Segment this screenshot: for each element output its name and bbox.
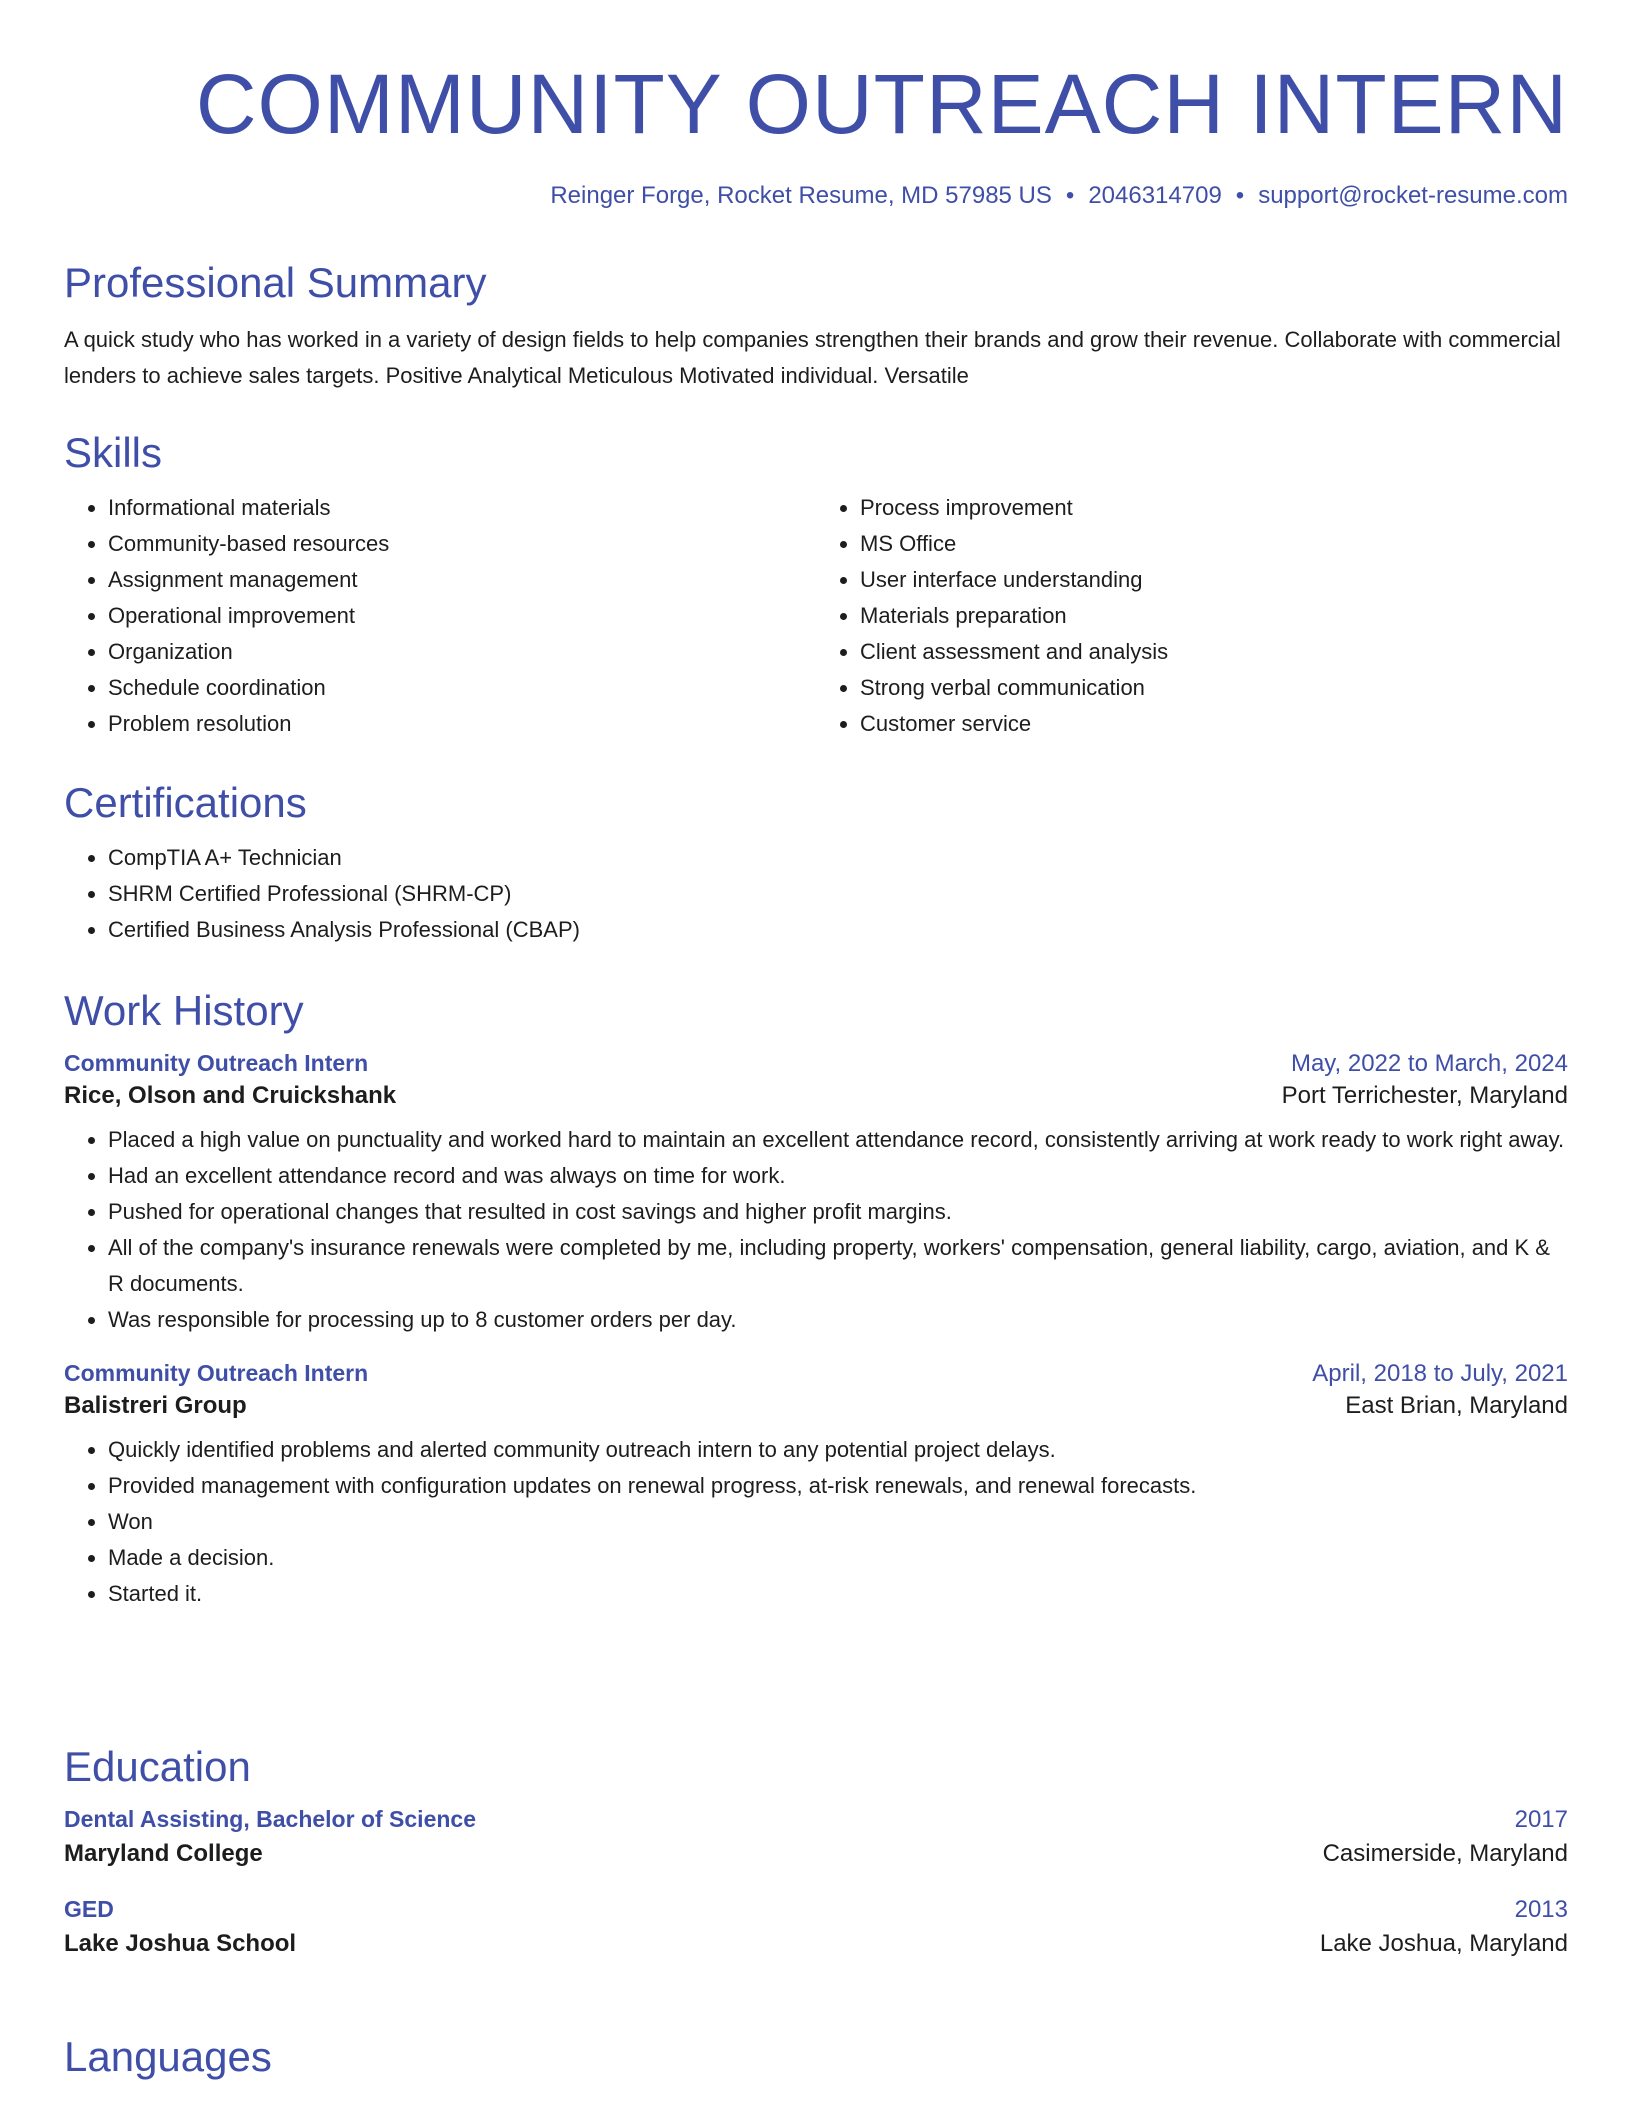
candidate-name: COMMUNITY OUTREACH INTERN [195,57,1568,151]
certifications-heading: Certifications [64,779,307,826]
education-location: Casimerside, Maryland [1322,1840,1568,1867]
job-entry [64,1360,1568,1612]
education-section [64,1742,1568,1958]
education-degree: GED [64,1896,114,1922]
job-bullet: • Quickly identified problems and alerted community outreach intern to any potential project delays. [108,1432,1568,1468]
job-company-row [64,1082,1568,1110]
skills-list-right [816,490,1568,742]
skill-item: • Operational improvement [108,598,816,634]
education-school: Lake Joshua School [64,1930,297,1957]
languages-section [64,2032,1568,2082]
certification-item: • SHRM Certified Professional (SHRM-CP) [108,876,1568,912]
contact-email: support@rocket-resume.com [1258,182,1568,209]
skill-item: • Schedule coordination [108,670,816,706]
skill-item: • Assignment management [108,562,816,598]
certification-item: • Certified Business Analysis Professional (CBAP) [108,912,1568,948]
summary-heading: Professional Summary [64,259,487,306]
certifications-section [64,778,1568,948]
education-school-row [64,1930,1568,1958]
education-degree-row [64,1896,1568,1924]
certifications-list [64,840,1568,948]
job-bullet: • Had an excellent attendance record and was always on time for work. [108,1158,1568,1194]
job-location: East Brian, Maryland [1345,1392,1568,1419]
job-bullet: • Placed a high value on punctuality and worked hard to maintain an excellent attendance record, consistently arriving at work ready to work right away. [108,1122,1568,1158]
skill-item: • Community-based resources [108,526,816,562]
education-school: Maryland College [64,1840,263,1867]
job-bullet: • Provided management with configuration updates on renewal progress, at-risk renewals, and renewal forecasts. [108,1468,1568,1504]
job-entry [64,1050,1568,1338]
education-degree-row [64,1806,1568,1834]
skill-item: • Process improvement [860,490,1568,526]
skill-item: • Informational materials [108,490,816,526]
education-degree: Dental Assisting, Bachelor of Science [64,1806,476,1832]
contact-line [550,182,1568,210]
skill-item: • Organization [108,634,816,670]
skill-item: • Customer service [860,706,1568,742]
education-year: 2013 [1514,1896,1568,1923]
job-title-row [64,1050,1568,1078]
skills-list-left [64,490,816,742]
contact-address: Reinger Forge, Rocket Resume, MD 57985 US [550,182,1052,209]
summary-text: A quick study who has worked in a variety of design fields to help companies strengthen their brands and grow their revenue. Collaborate with commercial lenders to achieve sales targets. Positive Analytical Meticulous Motivated individual. Versatile [64,327,1561,388]
job-bullet: • Was responsible for processing up to 8 customer orders per day. [108,1302,1568,1338]
job-bullet: • Started it. [108,1576,1568,1612]
skills-heading: Skills [64,429,163,476]
skill-item: • Materials preparation [860,598,1568,634]
certification-item: • CompTIA A+ Technician [108,840,1568,876]
job-bullets [64,1432,1568,1612]
languages-heading: Languages [64,2033,272,2080]
education-entry [64,1806,1568,1868]
job-dates: April, 2018 to July, 2021 [1312,1360,1568,1387]
job-company: Balistreri Group [64,1392,247,1419]
contact-separator: • [1065,182,1075,209]
job-bullet: • Won [108,1504,1568,1540]
job-location: Port Terrichester, Maryland [1281,1082,1568,1109]
summary-section [64,258,1568,394]
contact-separator: • [1235,182,1245,209]
job-bullets [64,1122,1568,1338]
job-company: Rice, Olson and Cruickshank [64,1082,397,1109]
contact-phone: 2046314709 [1088,182,1222,209]
skills-columns [64,490,1568,742]
skill-item: • User interface understanding [860,562,1568,598]
skill-item: • Strong verbal communication [860,670,1568,706]
job-title-row [64,1360,1568,1388]
education-year: 2017 [1514,1806,1568,1833]
education-school-row [64,1840,1568,1868]
job-bullet: • Pushed for operational changes that resulted in cost savings and higher profit margins. [108,1194,1568,1230]
skill-item: • MS Office [860,526,1568,562]
job-bullet: • All of the company's insurance renewals were completed by me, including property, workers' compensation, general liability, cargo, aviation, and K & R documents. [108,1230,1568,1302]
job-title: Community Outreach Intern [64,1360,369,1386]
skills-section [64,428,1568,742]
work-history-heading: Work History [64,987,304,1034]
job-title: Community Outreach Intern [64,1050,369,1076]
job-dates: May, 2022 to March, 2024 [1290,1050,1568,1077]
education-location: Lake Joshua, Maryland [1319,1930,1568,1957]
education-heading: Education [64,1743,251,1790]
education-entry [64,1896,1568,1958]
job-bullet: • Made a decision. [108,1540,1568,1576]
skill-item: • Client assessment and analysis [860,634,1568,670]
work-history-section [64,986,1568,1612]
skill-item: • Problem resolution [108,706,816,742]
job-company-row [64,1392,1568,1420]
